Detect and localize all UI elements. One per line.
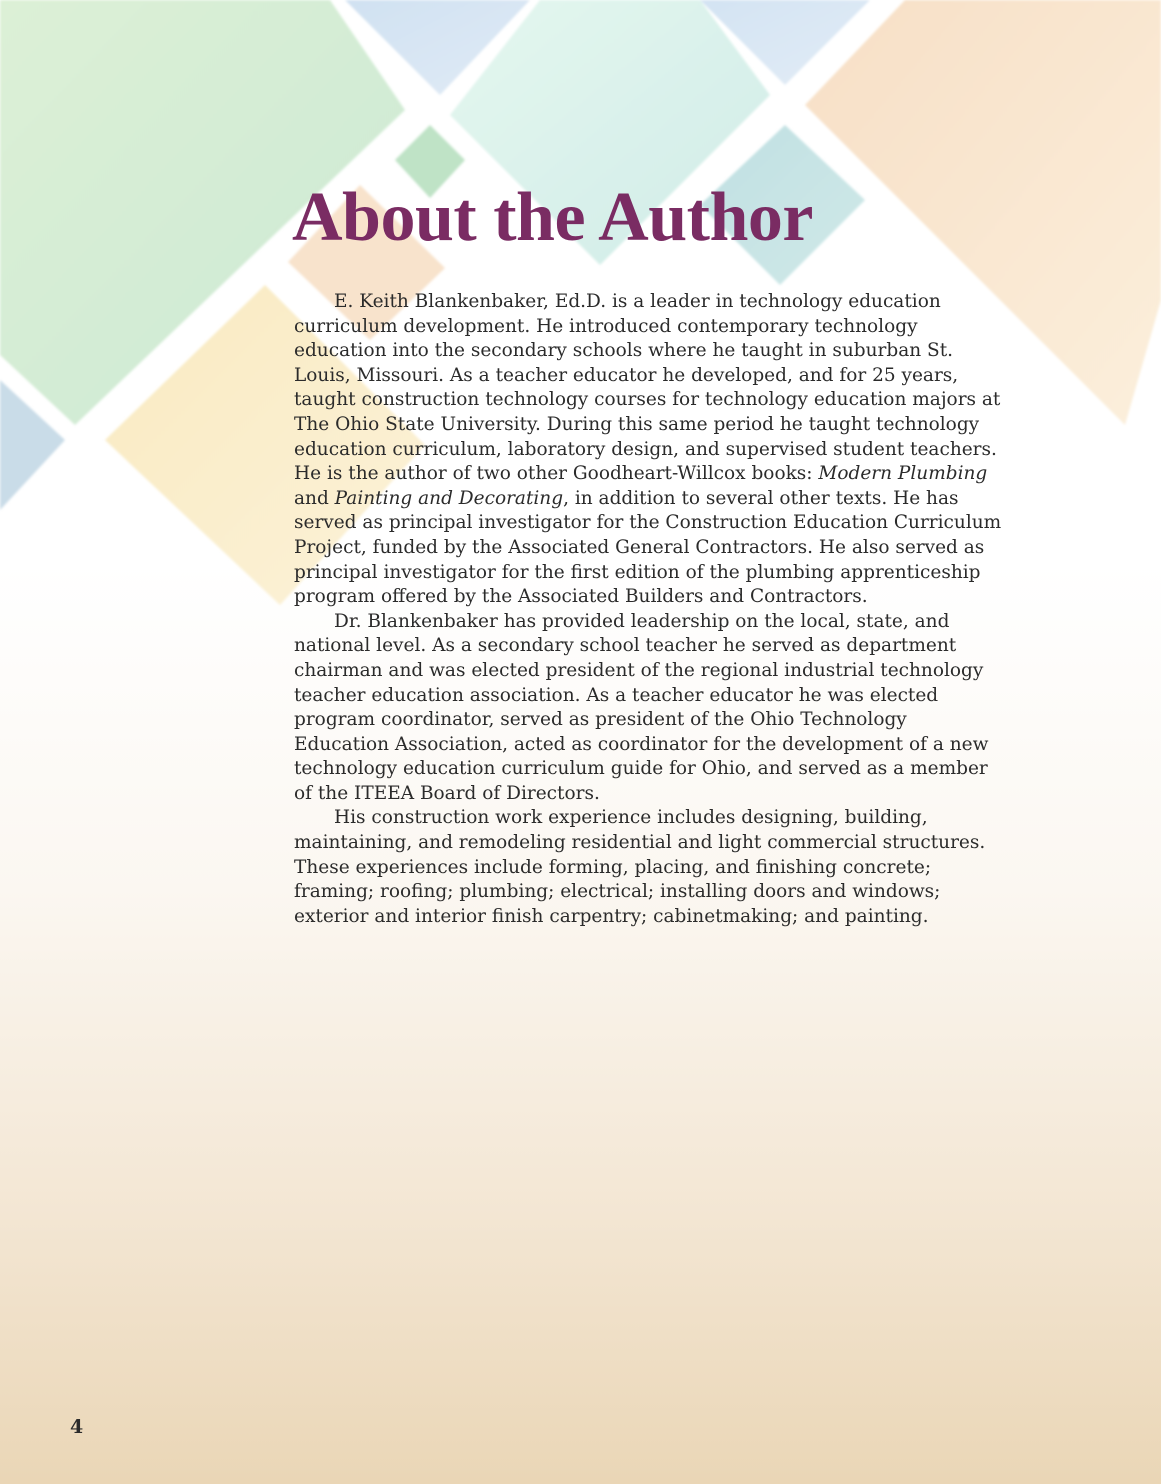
bio-paragraph-3: His construction work experience includes designing, building, maintaining, and remodeling residential and light commercial structures. These experiences include forming, placing, and finishing concrete; framing; roofing; plumbing; electrical; installing doors and windows; exterior and interior finish carpentry; cabinetmaking; and painting. <box>294 807 986 927</box>
page-title: About the Author <box>292 179 813 256</box>
page-number: 4 <box>70 1416 84 1438</box>
bio-paragraph-1-text-c: , in addition to several other texts. He has served as principal investigator for the Construction Education Curriculum Project, funded by the Associated General Contractors. He also served as principal investigator for the first edition of the plumbing apprenticeship program offered by the Associated Builders and Contractors. <box>294 487 1002 608</box>
book-title-modern-plumbing: Modern Plumbing <box>818 463 988 485</box>
bio-paragraph-1 <box>294 290 1004 610</box>
book-title-painting-and-decorating: Painting and Decorating <box>334 487 564 509</box>
bio-paragraph-2: Dr. Blankenbaker has provided leadership on the local, state, and national level. As a secondary school teacher he served as department chairman and was elected president of the regional industrial technology teacher education association. As a teacher educator he was elected program coordinator, served as president of the Ohio Technology Education Association, acted as coordinator for the development of a new technology education curriculum guide for Ohio, and served as a member of the ITEEA Board of Directors. <box>294 610 989 804</box>
bio-paragraph-1-text-b: and <box>294 487 335 509</box>
bio-paragraph-1-text-a: E. Keith Blankenbaker, Ed.D. is a leader in technology education curriculum development. He introduced contemporary technology education into the secondary schools where he taught in suburban St. Louis, Missouri. As a teacher educator he developed, and for 25 years, taught construction technology courses for technology education majors at The Ohio State University. During this same period he taught technology education curriculum, laboratory design, and supervised student teachers. He is the author of two other Goodheart-Willcox books: <box>294 291 1001 485</box>
author-bio <box>294 290 1004 929</box>
